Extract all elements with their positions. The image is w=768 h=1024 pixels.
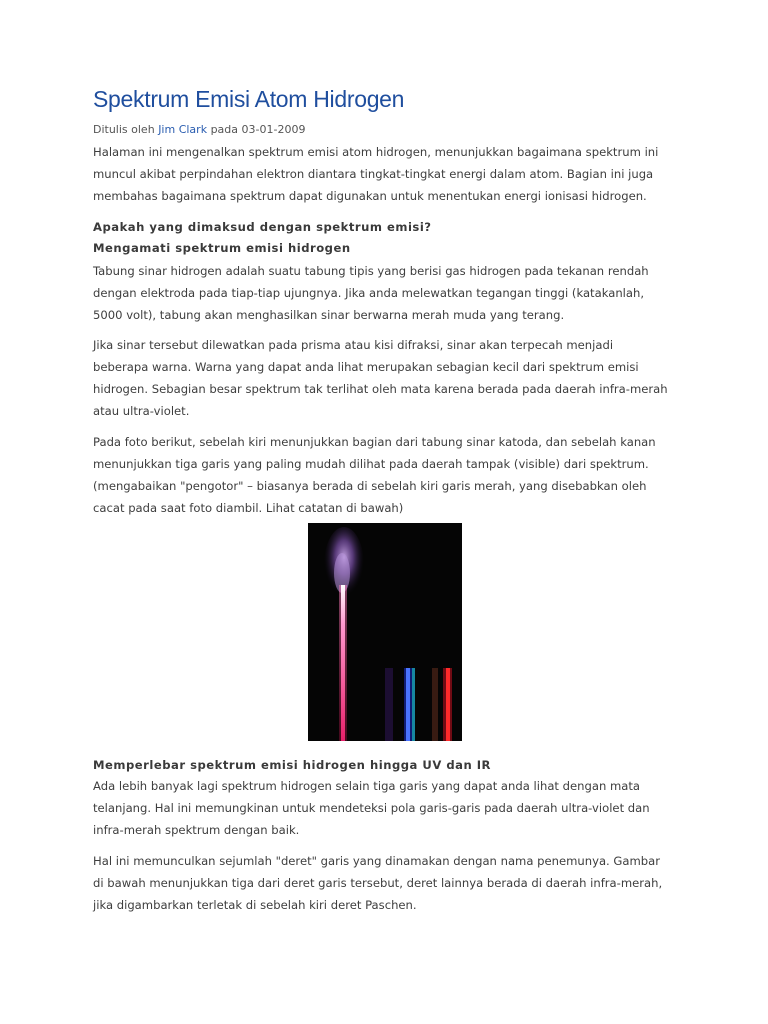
section-heading-emission: Apakah yang dimaksud dengan spektrum emisi? xyxy=(93,220,432,234)
paragraph-line: menunjukkan tiga garis yang paling mudah dilihat pada daerah tampak (visible) dari spektrum. xyxy=(93,457,649,471)
section-heading-uv-ir: Memperlebar spektrum emisi hidrogen hingga UV dan IR xyxy=(93,758,491,772)
paragraph-line: cacat pada saat foto diambil. Lihat catatan di bawah) xyxy=(93,501,404,515)
paragraph-photo xyxy=(93,431,683,519)
paragraph-more-lines xyxy=(93,775,683,841)
red-spectral-line xyxy=(446,668,450,741)
intro-paragraph xyxy=(93,141,683,207)
section-heading-observing: Mengamati spektrum emisi hidrogen xyxy=(93,241,351,255)
paragraph-line: Tabung sinar hidrogen adalah suatu tabung tipis yang berisi gas hidrogen pada tekanan rendah xyxy=(93,264,649,278)
paragraph-line: Hal ini memunculkan sejumlah "deret" garis yang dinamakan dengan nama penemunya. Gambar xyxy=(93,854,661,868)
paragraph-line: infra-merah spektrum dengan baik. xyxy=(93,823,300,837)
paragraph-line: atau ultra-violet. xyxy=(93,404,190,418)
paragraph-line: Jika sinar tersebut dilewatkan pada prisma atau kisi difraksi, sinar akan terpecah menjadi xyxy=(93,338,614,352)
paragraph-line: telanjang. Hal ini memungkinan untuk mendeteksi pola garis-garis pada daerah ultra-violet dan xyxy=(93,801,650,815)
hydrogen-tube-spectrum-image xyxy=(308,523,462,741)
paragraph-prism xyxy=(93,334,683,422)
blue-spectral-line xyxy=(406,668,410,741)
tube-beam xyxy=(341,585,345,741)
paragraph-line: jika digambarkan terletak di sebelah kiri deret Paschen. xyxy=(93,898,417,912)
paragraph-line: muncul akibat perpindahan elektron diantara tingkat-tingkat energi dalam atom. Bagian ini juga xyxy=(93,167,654,181)
byline-prefix: Ditulis oleh xyxy=(93,123,155,136)
page-title: Spektrum Emisi Atom Hidrogen xyxy=(93,86,405,112)
paragraph-line: di bawah menunjukkan tiga dari deret garis tersebut, deret lainnya berada di daerah infra-merah, xyxy=(93,876,663,890)
paragraph-line: 5000 volt), tabung akan menghasilkan sinar berwarna merah muda yang terang. xyxy=(93,308,565,322)
paragraph-line: Pada foto berikut, sebelah kiri menunjukkan bagian dari tabung sinar katoda, dan sebelah kanan xyxy=(93,435,656,449)
byline-middle: pada xyxy=(210,123,239,136)
violet-line-faint xyxy=(385,668,393,741)
paragraph-line: (mengabaikan "pengotor" – biasanya berada di sebelah kiri garis merah, yang disebabkan oleh xyxy=(93,479,647,493)
paragraph-line: dengan elektroda pada tiap-tiap ujungnya. Jika anda melewatkan tegangan tinggi (katakanlah, xyxy=(93,286,645,300)
byline-date: 03-01-2009 xyxy=(241,123,306,136)
paragraph-tube xyxy=(93,260,683,326)
paragraph-line: beberapa warna. Warna yang dapat anda lihat merupakan sebagian kecil dari spektrum emisi xyxy=(93,360,639,374)
spectrum-photo xyxy=(308,523,462,741)
paragraph-line: Ada lebih banyak lagi spektrum hidrogen selain tiga garis yang dapat anda lihat dengan mata xyxy=(93,779,641,793)
paragraph-series xyxy=(93,850,683,916)
paragraph-line: Halaman ini mengenalkan spektrum emisi atom hidrogen, menunjukkan bagaimana spektrum ini xyxy=(93,145,659,159)
cyan-spectral-line xyxy=(412,668,415,741)
author-link[interactable]: Jim Clark xyxy=(158,123,208,136)
paragraph-line: hidrogen. Sebagian besar spektrum tak terlihat oleh mata karena berada pada daerah infra-merah xyxy=(93,382,668,396)
paragraph-line: membahas bagaimana spektrum dapat digunakan untuk menentukan energi ionisasi hidrogen. xyxy=(93,189,647,203)
byline xyxy=(93,123,305,136)
red-line-impurity xyxy=(432,668,438,741)
